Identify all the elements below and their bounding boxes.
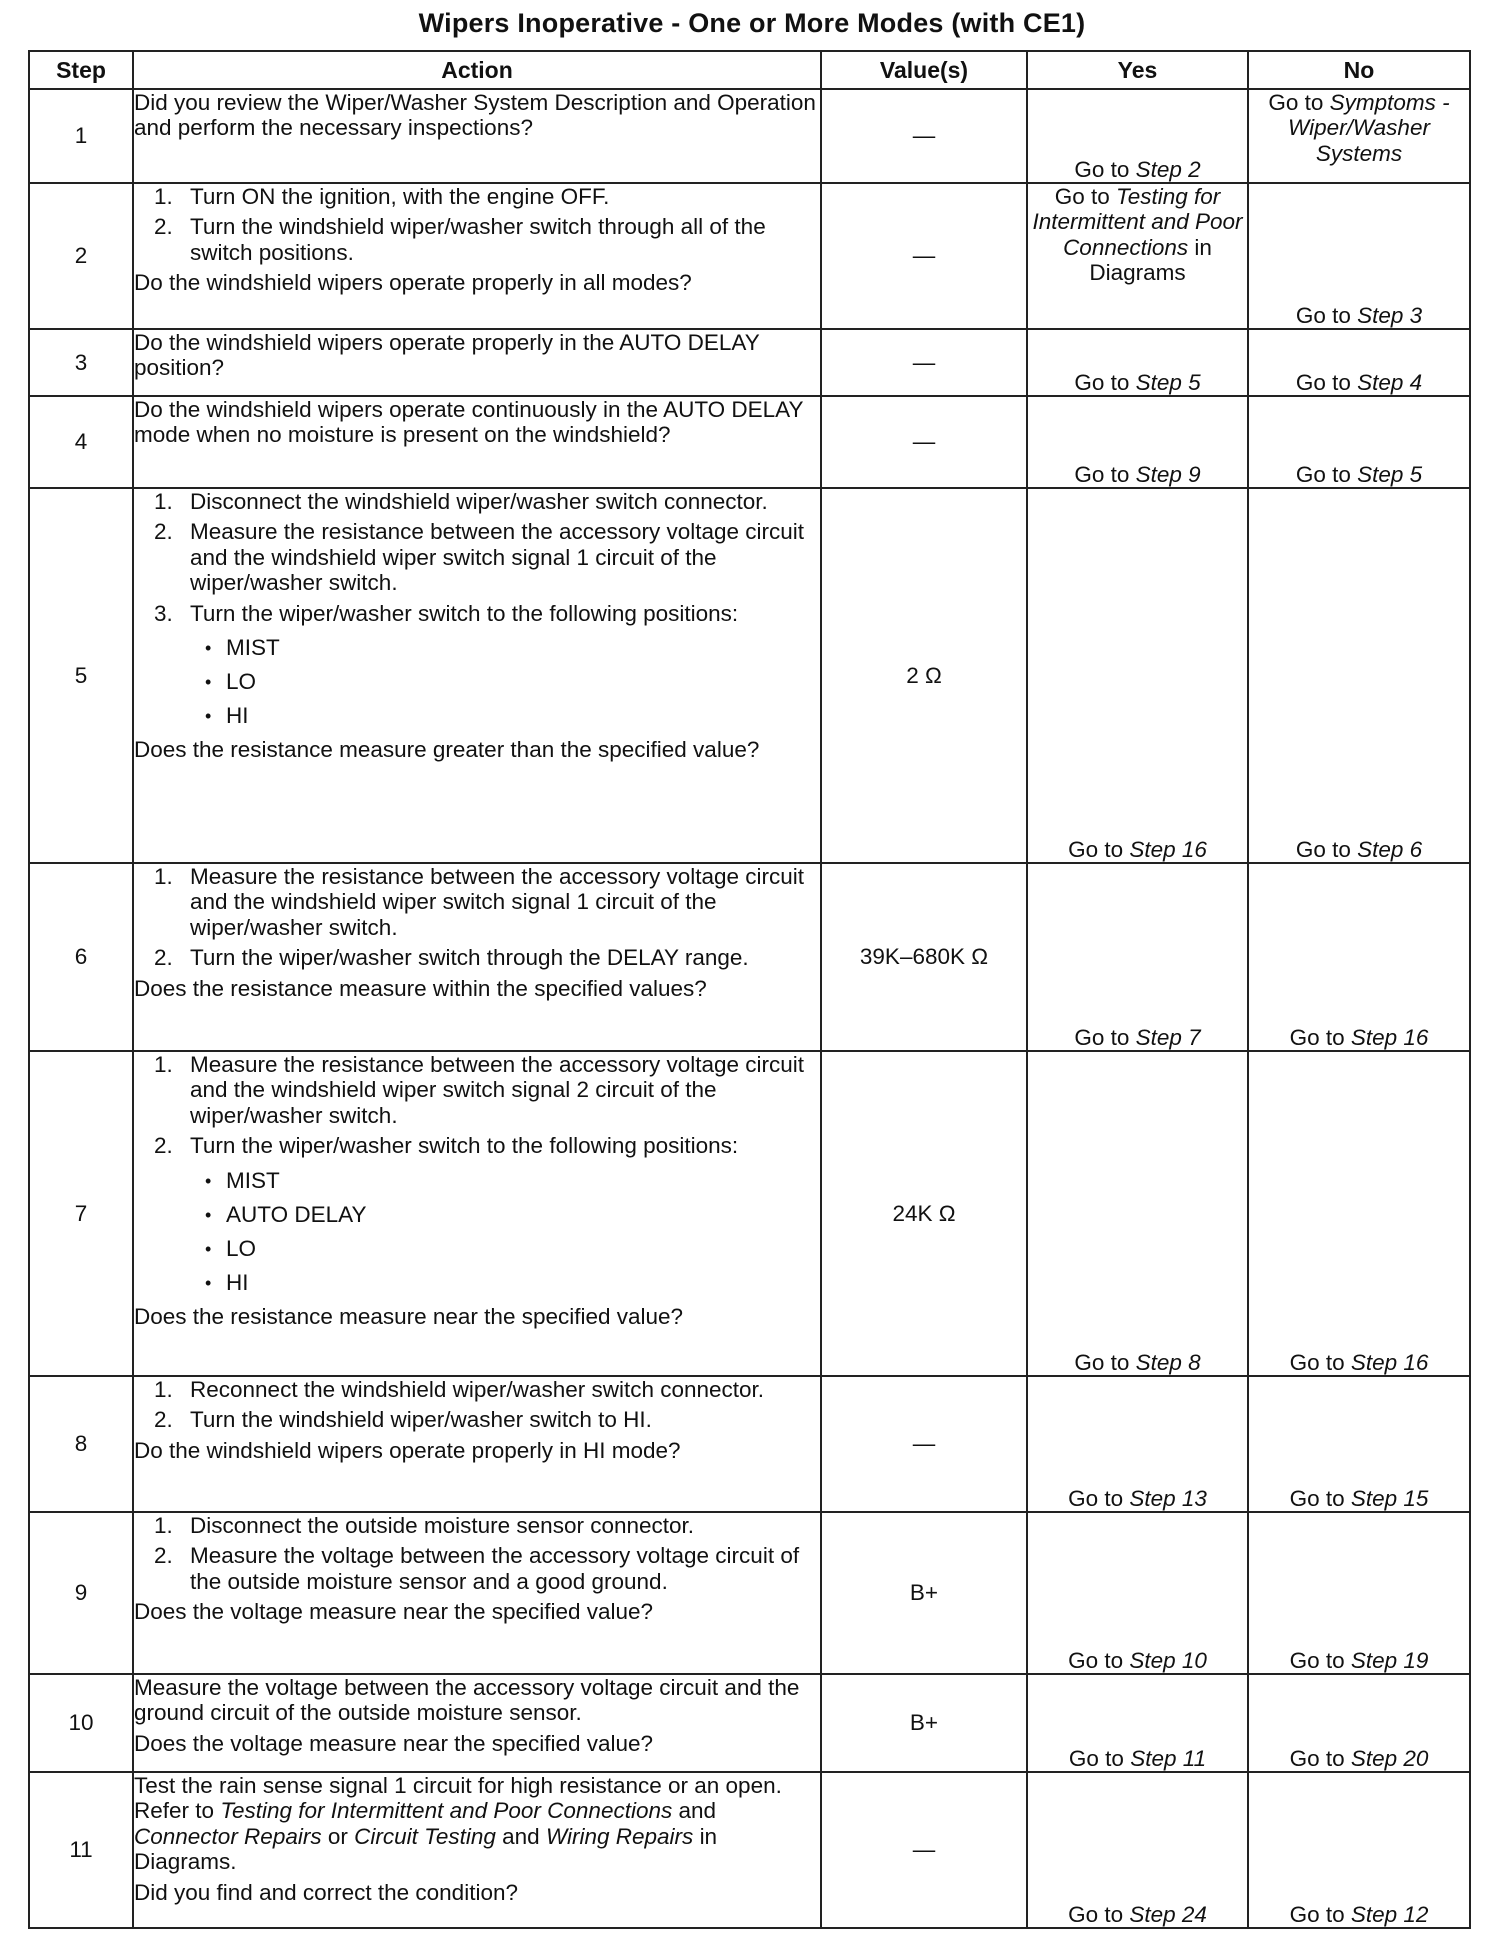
header-value: Value(s) bbox=[821, 51, 1027, 89]
no-cell bbox=[1248, 396, 1470, 488]
step-link[interactable]: Step 12 bbox=[1350, 1901, 1429, 1927]
no-cell bbox=[1248, 488, 1470, 863]
list-item: 2. Measure the voltage between the accessory voltage circuit of the outside moisture sensor and a good ground. bbox=[154, 1543, 800, 1594]
yes-cell bbox=[1027, 488, 1248, 863]
step-number: 3 bbox=[29, 329, 133, 396]
list-item: 2. Turn the windshield wiper/washer switch to HI. bbox=[154, 1407, 652, 1433]
step-link[interactable]: Step 10 bbox=[1129, 1647, 1207, 1673]
step-number: 9 bbox=[29, 1512, 133, 1674]
action-cell bbox=[133, 89, 821, 183]
bullet-list bbox=[134, 1164, 820, 1300]
goto-label: Go to bbox=[1289, 1024, 1345, 1050]
goto-label: Go to bbox=[1289, 1901, 1345, 1927]
numbered-list bbox=[134, 864, 820, 971]
action-cell bbox=[133, 488, 821, 863]
action-cell bbox=[133, 863, 821, 1051]
action-cell bbox=[133, 1772, 821, 1928]
no-cell bbox=[1248, 1376, 1470, 1512]
numbered-list bbox=[134, 1052, 820, 1159]
table-header-row bbox=[29, 51, 1470, 89]
table-row bbox=[29, 1512, 1470, 1674]
action-cell bbox=[133, 396, 821, 488]
no-cell bbox=[1248, 329, 1470, 396]
step-link[interactable]: Step 5 bbox=[1135, 369, 1201, 395]
step-link[interactable]: Step 16 bbox=[1350, 1349, 1429, 1375]
symptoms-link[interactable]: Symptoms - Wiper/Washer Systems bbox=[1288, 90, 1450, 166]
step-link[interactable]: Step 15 bbox=[1350, 1485, 1429, 1511]
action-cell bbox=[133, 1376, 821, 1512]
header-no: No bbox=[1248, 51, 1470, 89]
action-question: Does the resistance measure greater than the specified value? bbox=[134, 737, 760, 763]
step-number: 1 bbox=[29, 89, 133, 183]
list-item: 1. Reconnect the windshield wiper/washer switch connector. bbox=[154, 1377, 765, 1402]
page-title: Wipers Inoperative - One or More Modes (with CE1) bbox=[418, 8, 1086, 38]
table-row bbox=[29, 1051, 1470, 1376]
step-link[interactable]: Step 4 bbox=[1357, 369, 1423, 395]
table-row bbox=[29, 1674, 1470, 1772]
action-question: Did you review the Wiper/Washer System Description and Operation and perform the necessary inspections? bbox=[134, 90, 816, 141]
step-link[interactable]: Step 24 bbox=[1129, 1901, 1207, 1927]
goto-label: Go to bbox=[1054, 184, 1110, 209]
circuit-testing-link[interactable]: Circuit Testing bbox=[354, 1823, 496, 1849]
header-yes: Yes bbox=[1027, 51, 1248, 89]
no-cell bbox=[1248, 1674, 1470, 1772]
yes-cell bbox=[1027, 329, 1248, 396]
bullet-item: • MIST bbox=[134, 631, 820, 665]
value-cell: — bbox=[821, 329, 1027, 396]
no-cell bbox=[1248, 183, 1470, 329]
action-cell bbox=[133, 1512, 821, 1674]
list-item: 2. Turn the wiper/washer switch to the following positions: bbox=[154, 1133, 739, 1159]
value-cell: B+ bbox=[821, 1674, 1027, 1772]
goto-label: Go to bbox=[1295, 461, 1351, 487]
value-cell: — bbox=[821, 1772, 1027, 1928]
list-item: 1. Measure the resistance between the accessory voltage circuit and the windshield wiper switch signal 2 circuit of the wiper/washer switch. bbox=[154, 1052, 805, 1128]
connector-repairs-link[interactable]: Connector Repairs bbox=[134, 1823, 322, 1849]
list-item: 1. Measure the resistance between the accessory voltage circuit and the windshield wiper switch signal 1 circuit of the wiper/washer switch. bbox=[154, 864, 805, 940]
step-link[interactable]: Step 9 bbox=[1135, 461, 1201, 487]
step-link[interactable]: Step 8 bbox=[1135, 1349, 1201, 1375]
action-question: Do the windshield wipers operate continuously in the AUTO DELAY mode when no moisture is present on the windshield? bbox=[134, 397, 804, 448]
action-cell bbox=[133, 1674, 821, 1772]
list-item: 1. Disconnect the outside moisture sensor connector. bbox=[154, 1513, 695, 1538]
bullet-item: • MIST bbox=[134, 1164, 820, 1198]
action-question: Did you find and correct the condition? bbox=[134, 1879, 518, 1905]
goto-label: Go to bbox=[1289, 1745, 1345, 1771]
goto-label: Go to bbox=[1074, 1024, 1130, 1050]
yes-cell bbox=[1027, 396, 1248, 488]
yes-cell bbox=[1027, 1376, 1248, 1512]
diagnostic-table bbox=[28, 50, 1471, 1929]
goto-label: Go to bbox=[1068, 1901, 1124, 1927]
in-diagrams-text: in Diagrams bbox=[1089, 234, 1212, 286]
table-row bbox=[29, 1376, 1470, 1512]
value-cell: 2 Ω bbox=[821, 488, 1027, 863]
yes-cell bbox=[1027, 183, 1248, 329]
action-question: Do the windshield wipers operate properly in the AUTO DELAY position? bbox=[134, 330, 760, 381]
table-row bbox=[29, 183, 1470, 329]
action-question: Do the windshield wipers operate properly in HI mode? bbox=[134, 1437, 681, 1463]
step-link[interactable]: Step 16 bbox=[1129, 836, 1207, 862]
testing-link[interactable]: Testing for Intermittent and Poor Connections bbox=[1032, 184, 1243, 260]
step-link[interactable]: Step 5 bbox=[1357, 461, 1423, 487]
table-row bbox=[29, 1772, 1470, 1928]
value-cell: — bbox=[821, 183, 1027, 329]
table-row bbox=[29, 488, 1470, 863]
action-cell bbox=[133, 183, 821, 329]
no-cell bbox=[1248, 1772, 1470, 1928]
goto-label: Go to bbox=[1068, 1485, 1124, 1511]
action-question: Does the resistance measure within the specified values? bbox=[134, 975, 707, 1001]
value-cell: — bbox=[821, 396, 1027, 488]
list-item: 1. Disconnect the windshield wiper/washer switch connector. bbox=[154, 489, 768, 514]
bullet-item: • HI bbox=[134, 1266, 820, 1300]
action-question: Does the voltage measure near the specified value? bbox=[134, 1730, 654, 1756]
goto-label: Go to bbox=[1074, 156, 1130, 182]
numbered-list bbox=[134, 1377, 820, 1433]
list-item: 3. Turn the wiper/washer switch to the following positions: bbox=[154, 600, 739, 626]
step-link[interactable]: Step 3 bbox=[1357, 302, 1423, 328]
step-link[interactable]: Step 2 bbox=[1135, 156, 1201, 182]
step-link[interactable]: Step 13 bbox=[1129, 1485, 1207, 1511]
step-number: 7 bbox=[29, 1051, 133, 1376]
goto-label: Go to bbox=[1074, 369, 1130, 395]
goto-label: Go to bbox=[1289, 1349, 1345, 1375]
value-cell: — bbox=[821, 89, 1027, 183]
goto-label: Go to bbox=[1068, 1647, 1124, 1673]
table-row bbox=[29, 863, 1470, 1051]
bullet-item: • LO bbox=[134, 665, 820, 699]
step-number: 2 bbox=[29, 183, 133, 329]
goto-label: Go to bbox=[1074, 1349, 1130, 1375]
step-number: 4 bbox=[29, 396, 133, 488]
yes-cell bbox=[1027, 1051, 1248, 1376]
no-cell bbox=[1248, 863, 1470, 1051]
action-cell bbox=[133, 1051, 821, 1376]
step-number: 5 bbox=[29, 488, 133, 863]
list-item: 1. Turn ON the ignition, with the engine OFF. bbox=[154, 184, 610, 209]
value-cell: 24K Ω bbox=[821, 1051, 1027, 1376]
step-link[interactable]: Step 16 bbox=[1350, 1024, 1429, 1050]
step-link[interactable]: Step 11 bbox=[1130, 1745, 1207, 1771]
no-cell bbox=[1248, 89, 1470, 183]
action-cell bbox=[133, 329, 821, 396]
step-number: 8 bbox=[29, 1376, 133, 1512]
yes-cell bbox=[1027, 863, 1248, 1051]
bullet-item: • HI bbox=[134, 699, 820, 733]
step-number: 10 bbox=[29, 1674, 133, 1772]
numbered-list bbox=[134, 184, 820, 265]
yes-cell bbox=[1027, 1512, 1248, 1674]
goto-label: Go to bbox=[1295, 836, 1351, 862]
step-link[interactable]: Step 20 bbox=[1350, 1745, 1429, 1771]
step-link[interactable]: Step 7 bbox=[1135, 1024, 1201, 1050]
action-question: Does the voltage measure near the specified value? bbox=[134, 1599, 654, 1625]
step-number: 6 bbox=[29, 863, 133, 1051]
step-link[interactable]: Step 6 bbox=[1357, 836, 1423, 862]
header-action: Action bbox=[133, 51, 821, 89]
table-row bbox=[29, 89, 1470, 183]
goto-label: Go to bbox=[1295, 302, 1351, 328]
value-cell: B+ bbox=[821, 1512, 1027, 1674]
value-cell: 39K–680K Ω bbox=[821, 863, 1027, 1051]
action-question: Does the resistance measure near the specified value? bbox=[134, 1303, 684, 1329]
table-row bbox=[29, 329, 1470, 396]
list-item: 2. Measure the resistance between the accessory voltage circuit and the windshield wiper switch signal 1 circuit of the wiper/washer switch. bbox=[154, 519, 805, 596]
step-number: 11 bbox=[29, 1772, 133, 1928]
bullet-item: • LO bbox=[134, 1232, 820, 1266]
goto-label: Go to bbox=[1074, 461, 1130, 487]
no-cell bbox=[1248, 1051, 1470, 1376]
action-lead: Measure the voltage between the accessory voltage circuit and the ground circuit of the outside moisture sensor. bbox=[134, 1675, 800, 1726]
yes-cell bbox=[1027, 1772, 1248, 1928]
action-lead: Test the rain sense signal 1 circuit for high resistance or an open. Refer to Testing for Intermittent and Poor Connections and Connector Repairs or Circuit Testing and Wiring Repairs in Diagrams. bbox=[134, 1773, 782, 1875]
goto-label: Go to bbox=[1289, 1485, 1345, 1511]
yes-cell bbox=[1027, 89, 1248, 183]
wiring-repairs-link[interactable]: Wiring Repairs bbox=[545, 1823, 694, 1849]
value-cell: — bbox=[821, 1376, 1027, 1512]
table-row bbox=[29, 396, 1470, 488]
goto-label: Go to bbox=[1068, 836, 1124, 862]
step-link[interactable]: Step 19 bbox=[1350, 1647, 1429, 1673]
numbered-list bbox=[134, 489, 820, 626]
goto-label: Go to bbox=[1268, 90, 1324, 115]
bullet-list bbox=[134, 631, 820, 733]
list-item: 2. Turn the wiper/washer switch through the DELAY range. bbox=[154, 945, 749, 971]
goto-label: Go to bbox=[1068, 1745, 1124, 1771]
header-step: Step bbox=[29, 51, 133, 89]
goto-label: Go to bbox=[1295, 369, 1351, 395]
action-question: Do the windshield wipers operate properly in all modes? bbox=[134, 270, 692, 296]
numbered-list bbox=[134, 1513, 820, 1594]
no-cell bbox=[1248, 1512, 1470, 1674]
list-item: 2. Turn the windshield wiper/washer switch through all of the switch positions. bbox=[154, 214, 766, 265]
goto-label: Go to bbox=[1289, 1647, 1345, 1673]
yes-cell bbox=[1027, 1674, 1248, 1772]
bullet-item: • AUTO DELAY bbox=[134, 1198, 820, 1232]
testing-link[interactable]: Testing for Intermittent and Poor Connections bbox=[220, 1798, 673, 1824]
